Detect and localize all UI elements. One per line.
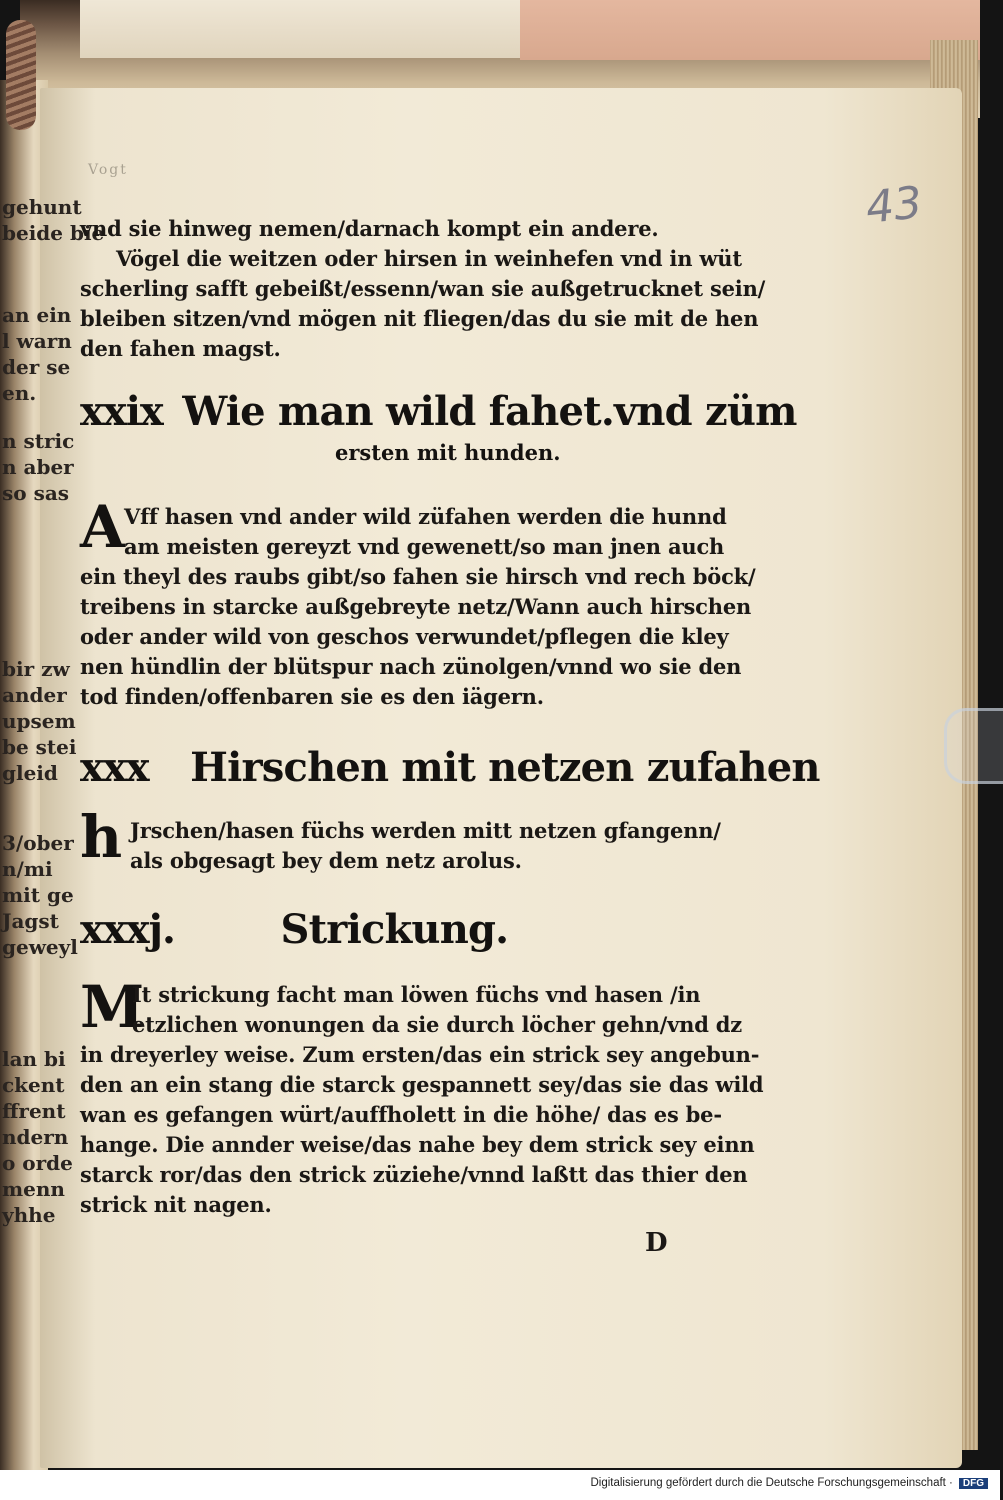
left-page-text [0, 195, 105, 1295]
drop-capital: M [80, 973, 145, 1041]
text-line: wan es gefangen würt/auffholett in die höhe/ das es be- [80, 1102, 722, 1127]
text-line: den an ein stang die starck gespannett sey/das sie das wild [80, 1072, 764, 1097]
pink-paper-slip [520, 0, 980, 60]
text-line: bleiben sitzen/vnd mögen nit fliegen/das du sie mit de hen [80, 306, 759, 331]
fragment-line: 3/ober [2, 831, 74, 855]
fragment-line: bir zw [2, 657, 70, 681]
credit-text: Digitalisierung gefördert durch die Deutsche Forschungsgemeinschaft · [590, 1477, 953, 1489]
text-line: etzlichen wonungen da sie durch löcher gehn/vnd dz [132, 1012, 743, 1037]
chapter-number: xxix [80, 388, 163, 435]
text-line: nen hündlin der blütspur nach zünolgen/vnnd wo sie den [80, 654, 742, 679]
fragment-line: mit ge [2, 883, 74, 907]
text-line: treibens in starcke außgebreyte netz/Wann auch hirschen [80, 594, 752, 619]
fragment-line: n stric [2, 429, 75, 453]
cream-paper-slip [80, 0, 520, 58]
text-line: Jrschen/hasen füchs werden mitt netzen gfangenn/ [130, 818, 721, 843]
section-heading [80, 388, 797, 435]
fragment-line: n/mi [2, 857, 53, 881]
chapter-title: Hirschen mit netzen zufahen [190, 744, 820, 791]
credit-bar [0, 1470, 1000, 1500]
section-heading [80, 744, 820, 791]
chapter-title: Strickung. [280, 906, 509, 953]
text-line: starck ror/das den strick züziehe/vnnd laßtt das thier den [80, 1162, 748, 1187]
fragment-line: l warn [2, 329, 72, 353]
drop-capital: h [80, 803, 123, 871]
chapter-number: xxxj. [80, 906, 175, 953]
dfg-logo: DFG [959, 1478, 988, 1489]
text-line: am meisten gereyzt vnd gewenett/so man jnen auch [124, 534, 725, 559]
section-heading [80, 906, 508, 953]
text-line: oder ander wild von geschos verwundet/pflegen die kley [80, 624, 729, 649]
chapter-subtitle: ersten mit hunden. [335, 440, 561, 465]
fragment-line: ckent [2, 1073, 65, 1097]
signature-mark: D [645, 1228, 668, 1258]
fragment-line: menn [2, 1177, 65, 1201]
fragment-line: be stei [2, 735, 77, 759]
folio-number: 43 [863, 177, 925, 234]
text-line: den fahen magst. [80, 336, 281, 361]
fragment-line: gehunt [2, 195, 82, 219]
chapter-title: Wie man wild fahet.vnd züm [182, 388, 797, 435]
fragment-line: yhhe [2, 1203, 56, 1227]
text-line: als obgesagt bey dem netz arolus. [130, 848, 522, 873]
fragment-line: beide bie [2, 221, 105, 245]
page-clip [944, 708, 1003, 784]
fragment-line: geweyl [2, 935, 78, 959]
fragment-line: o orde [2, 1151, 73, 1175]
pencil-mark: Vogt [88, 162, 128, 178]
fragment-line: ndern [2, 1125, 69, 1149]
fragment-line: so sas [2, 481, 70, 505]
text-line: It strickung facht man löwen füchs vnd hasen /in [132, 982, 701, 1007]
text-line: ein theyl des raubs gibt/so fahen sie hirsch vnd rech böck/ [80, 564, 756, 589]
fragment-line: upsem [2, 709, 76, 733]
fragment-line: Jagst [2, 909, 59, 933]
drop-capital: A [80, 493, 126, 561]
fragment-line: an ein [2, 303, 72, 327]
text-line: scherling safft gebeißt/essenn/wan sie außgetrucknet sein/ [80, 276, 766, 301]
credit-line [590, 1477, 988, 1489]
text-line: Vögel die weitzen oder hirsen in weinhefen vnd in wüt [116, 246, 742, 271]
binding-thread [6, 20, 36, 130]
text-line: Vff hasen vnd ander wild züfahen werden die hunnd [124, 504, 727, 529]
fragment-line: lan bi [2, 1047, 66, 1071]
text-line: tod finden/offenbaren sie es den iägern. [80, 684, 544, 709]
fragment-line: gleid [2, 761, 58, 785]
text-line: hange. Die annder weise/das nahe bey dem strick sey einn [80, 1132, 755, 1157]
fragment-line: ander [2, 683, 67, 707]
fragment-line: n aber [2, 455, 74, 479]
fragment-line: ffrent [2, 1099, 66, 1123]
text-line: strick nit nagen. [80, 1192, 272, 1217]
text-line: in dreyerley weise. Zum ersten/das ein strick sey angebun- [80, 1042, 760, 1067]
fragment-line: en. [2, 381, 37, 405]
text-line: vnd sie hinweg nemen/darnach kompt ein andere. [80, 216, 659, 241]
fragment-line: der se [2, 355, 71, 379]
chapter-number: xxx [80, 744, 149, 791]
